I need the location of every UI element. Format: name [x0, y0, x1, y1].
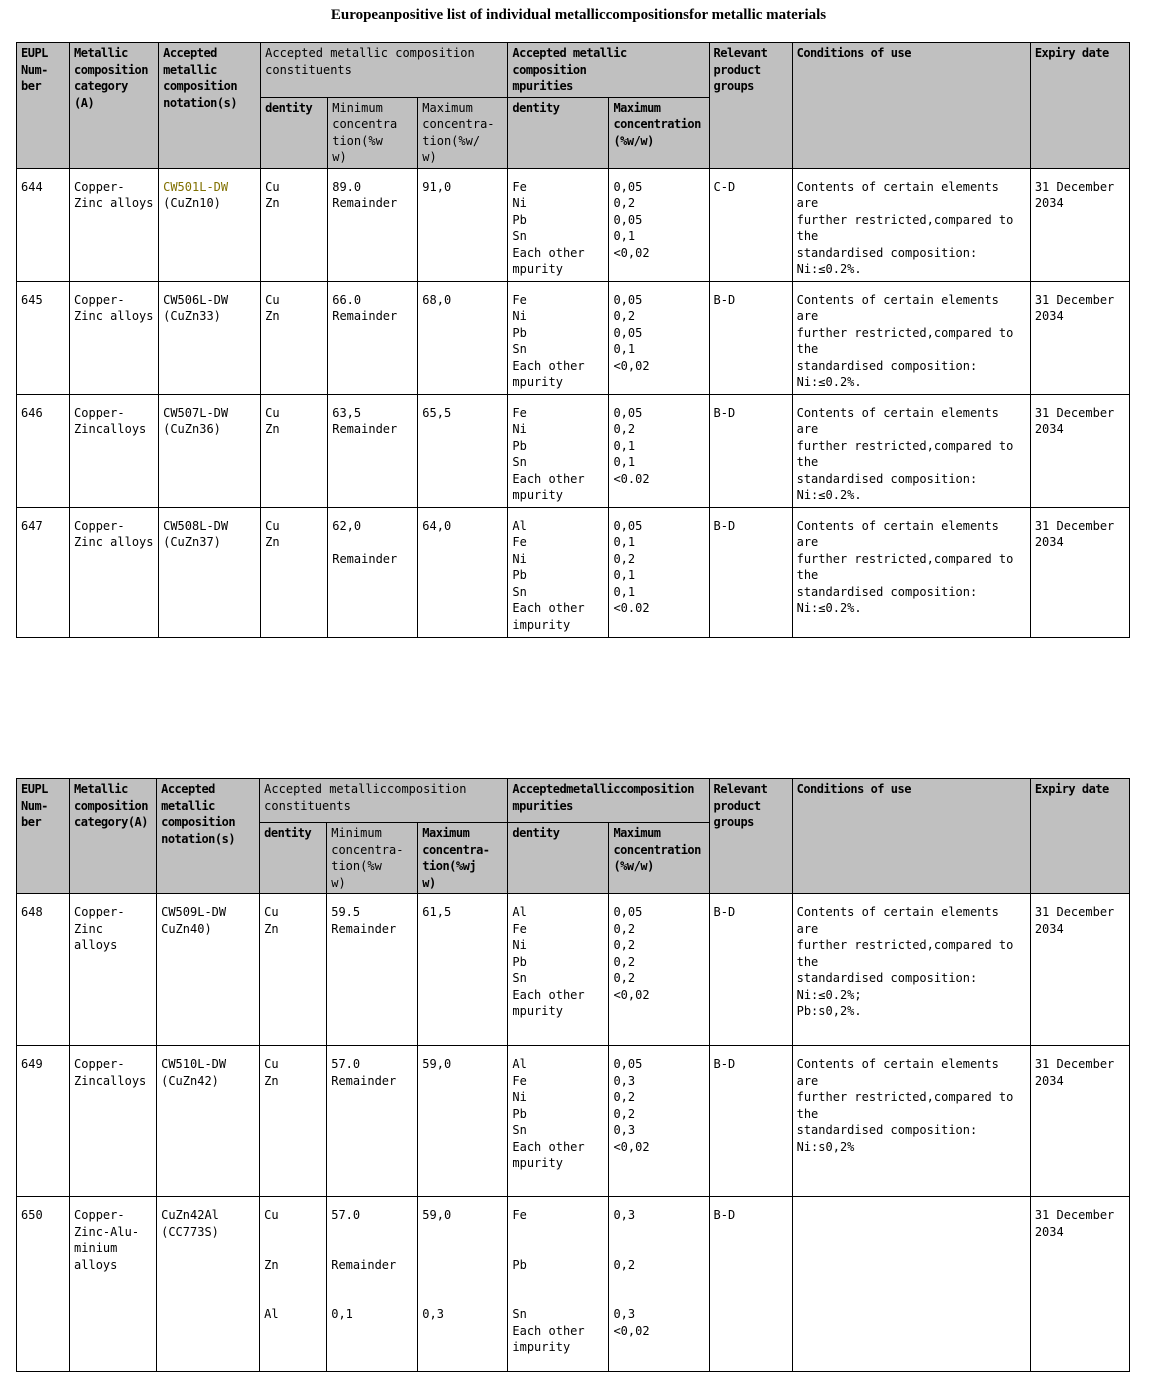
- notation-secondary: (CuZn10): [163, 196, 221, 210]
- expiry-date: 31 December 2034: [1030, 281, 1129, 394]
- notation-primary: CW501L-DW: [163, 179, 229, 194]
- constituent-identity: Cu Zn: [260, 894, 327, 1046]
- min-concentration: 89.0 Remainder: [328, 168, 418, 281]
- header-impurity-identity: dentity: [508, 97, 609, 168]
- notation-cell: [159, 394, 261, 507]
- min-concentration: 66.0 Remainder: [328, 281, 418, 394]
- header-product-groups: Relevant product groups: [709, 779, 792, 894]
- notation-primary: CuZn42Al: [161, 1208, 219, 1222]
- impurity-identity: Al Fe Ni Pb Sn Each other mpurity: [508, 1046, 609, 1197]
- max-concentration: 59,0: [418, 1046, 508, 1197]
- max-concentration: 91,0: [418, 168, 508, 281]
- table-row: [17, 168, 1130, 281]
- header-constituents: Accepted metallic composition constituents: [261, 43, 508, 98]
- conditions-of-use: Contents of certain elements are further restricted,compared to the standardised composition: Ni:s0,2%: [792, 1046, 1030, 1197]
- impurity-max-concentration: 0,05 0,2 0,05 0,1 <0,02: [609, 281, 709, 394]
- notation-primary: CW508L-DW: [163, 518, 229, 533]
- header-category: Metallic composition category(A): [70, 779, 157, 894]
- header-impurities: Accepted metallic composition mpurities: [508, 43, 709, 98]
- constituent-identity: Cu Zn: [260, 1046, 327, 1197]
- header-row: [17, 43, 1130, 98]
- header-product-groups: Relevant product groups: [709, 43, 792, 169]
- header-expiry: Expiry date: [1030, 43, 1129, 169]
- header-impurity-identity: dentity: [508, 823, 609, 894]
- conditions-of-use: Contents of certain elements are further restricted,compared to the standardised composition: Ni:≤0.2%.: [792, 394, 1030, 507]
- product-groups: B-D: [709, 1197, 792, 1372]
- eupl-number: 648: [17, 894, 70, 1046]
- impurity-identity: Fe Ni Pb Sn Each other mpurity: [508, 281, 609, 394]
- max-concentration: 65,5: [418, 394, 508, 507]
- header-notation: Accepted metallic composition notation(s): [157, 779, 260, 894]
- expiry-date: 31 December 2034: [1030, 1197, 1129, 1372]
- header-constituent-identity: dentity: [261, 97, 328, 168]
- header-row: [17, 779, 1130, 823]
- constituent-identity: Cu Zn: [261, 168, 328, 281]
- header-max-concentration: Maximum concentra- tion(%wj w): [418, 823, 508, 894]
- notation-cell: [157, 1197, 260, 1372]
- header-conditions: Conditions of use: [792, 779, 1030, 894]
- min-concentration: 57.0 Remainder: [327, 1046, 418, 1197]
- header-min-concentration: Minimum concentra tion(%w w): [328, 97, 418, 168]
- composition-category: Copper- Zinc-Alu- minium alloys: [70, 1197, 157, 1372]
- header-impurity-max: Maximum concentration (%w/w): [609, 97, 709, 168]
- notation-primary: CW509L-DW: [161, 905, 227, 919]
- notation-primary: CW507L-DW: [163, 405, 229, 420]
- max-concentration: 64,0: [418, 507, 508, 637]
- product-groups: B-D: [709, 281, 792, 394]
- notation-secondary: (CuZn42): [161, 1073, 219, 1088]
- notation-secondary: CuZn40): [161, 921, 212, 936]
- impurity-identity: Fe Pb Sn Each other impurity: [508, 1197, 609, 1372]
- eupl-number: 645: [17, 281, 70, 394]
- conditions-of-use: Contents of certain elements are further restricted,compared to the standardised composition: Ni:≤0.2%; Pb:s0,2%.: [792, 894, 1030, 1046]
- document-title: Europeanpositive list of individual metalliccompositionsfor metallic materials: [330, 7, 827, 23]
- max-concentration: 59,0 0,3: [418, 1197, 508, 1372]
- conditions-of-use: Contents of certain elements are further restricted,compared to the standardised composition: Ni:≤0.2%.: [792, 507, 1030, 637]
- product-groups: B-D: [709, 507, 792, 637]
- min-concentration: 62,0 Remainder: [328, 507, 418, 637]
- positive-list-table-2: [16, 778, 1130, 1372]
- expiry-date: 31 December 2034: [1030, 894, 1129, 1046]
- impurity-max-concentration: 0,05 0,2 0,1 0,1 <0.02: [609, 394, 709, 507]
- impurity-max-concentration: 0,05 0,2 0,2 0,2 0,2 <0,02: [609, 894, 709, 1046]
- header-min-concentration: Minimum concentra- tion(%w w): [327, 823, 418, 894]
- max-concentration: 61,5: [418, 894, 508, 1046]
- product-groups: B-D: [709, 1046, 792, 1197]
- table-row: [17, 1046, 1130, 1197]
- composition-category: Copper- Zinc alloys: [70, 281, 159, 394]
- table-row: [17, 281, 1130, 394]
- constituent-identity: Cu Zn: [261, 281, 328, 394]
- impurity-identity: Al Fe Ni Pb Sn Each other impurity: [508, 507, 609, 637]
- product-groups: B-D: [709, 894, 792, 1046]
- expiry-date: 31 December 2034: [1030, 394, 1129, 507]
- expiry-date: 31 December 2034: [1030, 507, 1129, 637]
- impurity-max-concentration: 0,3 0,2 0,3 <0,02: [609, 1197, 709, 1372]
- header-constituents: Accepted metalliccomposition constituents: [260, 779, 508, 823]
- impurity-identity: Fe Ni Pb Sn Each other mpurity: [508, 394, 609, 507]
- impurity-max-concentration: 0,05 0,3 0,2 0,2 0,3 <0,02: [609, 1046, 709, 1197]
- header-expiry: Expiry date: [1030, 779, 1129, 894]
- composition-category: Copper- Zinc alloys: [70, 168, 159, 281]
- notation-cell: [159, 281, 261, 394]
- notation-secondary: (CuZn33): [163, 309, 221, 323]
- conditions-of-use: Contents of certain elements are further restricted,compared to the standardised composition: Ni:≤0.2%.: [792, 281, 1030, 394]
- impurity-identity: Fe Ni Pb Sn Each other mpurity: [508, 168, 609, 281]
- product-groups: B-D: [709, 394, 792, 507]
- header-impurities: Acceptedmetalliccomposition mpurities: [508, 779, 709, 823]
- eupl-number: 644: [17, 168, 70, 281]
- expiry-date: 31 December 2034: [1030, 168, 1129, 281]
- expiry-date: 31 December 2034: [1030, 1046, 1129, 1197]
- notation-cell: [159, 168, 261, 281]
- eupl-number: 650: [17, 1197, 70, 1372]
- eupl-number: 646: [17, 394, 70, 507]
- eupl-number: 649: [17, 1046, 70, 1197]
- notation-cell: [157, 1046, 260, 1197]
- composition-category: Copper- Zincalloys: [70, 394, 159, 507]
- table-row: [17, 894, 1130, 1046]
- table-row: [17, 1197, 1130, 1372]
- constituent-identity: Cu Zn: [261, 394, 328, 507]
- min-concentration: 57.0 Remainder 0,1: [327, 1197, 418, 1372]
- positive-list-table-1: [16, 42, 1130, 638]
- composition-category: Copper- Zinc alloys: [70, 507, 159, 637]
- header-max-concentration: Maximum concentra- tion(%w/ w): [418, 97, 508, 168]
- eupl-number: 647: [17, 507, 70, 637]
- impurity-max-concentration: 0,05 0,2 0,05 0,1 <0,02: [609, 168, 709, 281]
- notation-primary: CW510L-DW: [161, 1057, 227, 1071]
- impurity-max-concentration: 0,05 0,1 0,2 0,1 0,1 <0.02: [609, 507, 709, 637]
- constituent-identity: Cu Zn Al: [260, 1197, 327, 1372]
- table-row: [17, 394, 1130, 507]
- table-row: [17, 507, 1130, 637]
- impurity-identity: Al Fe Ni Pb Sn Each other mpurity: [508, 894, 609, 1046]
- header-category: Metallic composition category (A): [70, 43, 159, 169]
- notation-cell: [159, 507, 261, 637]
- notation-secondary: (CuZn37): [163, 535, 221, 549]
- notation-secondary: (CC773S): [161, 1224, 219, 1239]
- product-groups: C-D: [709, 168, 792, 281]
- header-eupl-number: EUPL Num- ber: [17, 779, 70, 894]
- notation-primary: CW506L-DW: [163, 292, 229, 307]
- constituent-identity: Cu Zn: [261, 507, 328, 637]
- conditions-of-use: Contents of certain elements are further restricted,compared to the standardised composition: Ni:≤0.2%.: [792, 168, 1030, 281]
- conditions-of-use: [792, 1197, 1030, 1372]
- header-notation: Accepted metallic composition notation(s): [159, 43, 261, 169]
- header-eupl-number: EUPL Num- ber: [17, 43, 70, 169]
- notation-cell: [157, 894, 260, 1046]
- header-impurity-max: Maximum concentration (%w/w): [609, 823, 709, 894]
- min-concentration: 63,5 Remainder: [328, 394, 418, 507]
- composition-category: Copper- Zincalloys: [70, 1046, 157, 1197]
- header-conditions: Conditions of use: [792, 43, 1030, 169]
- max-concentration: 68,0: [418, 281, 508, 394]
- notation-secondary: (CuZn36): [163, 422, 221, 436]
- min-concentration: 59.5 Remainder: [327, 894, 418, 1046]
- header-constituent-identity: dentity: [260, 823, 327, 894]
- composition-category: Copper- Zinc alloys: [70, 894, 157, 1046]
